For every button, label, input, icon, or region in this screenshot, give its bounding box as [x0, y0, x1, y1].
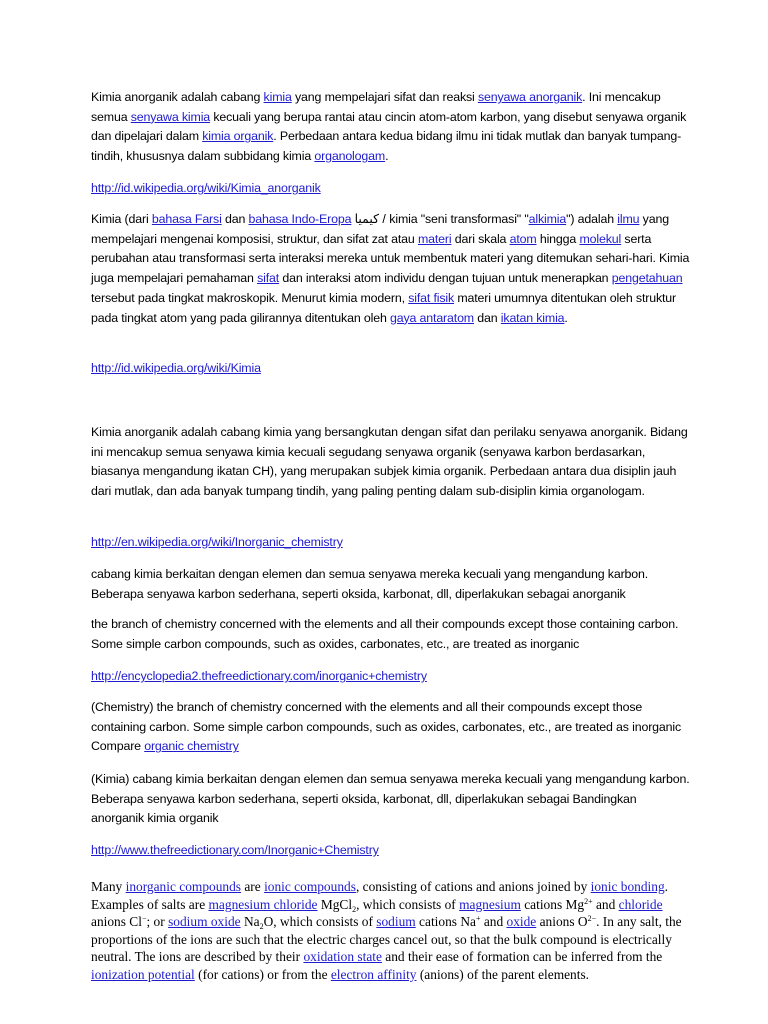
text: and their ease of formation can be inferred from the	[381, 949, 663, 965]
link-chloride[interactable]: chloride	[618, 896, 663, 912]
url-en-wikipedia-inorganic-chemistry[interactable]: http://en.wikipedia.org/wiki/Inorganic_chemistry	[91, 535, 343, 549]
link-bahasa-farsi[interactable]: bahasa Farsi	[151, 212, 222, 226]
paragraph-chemistry-definition	[91, 698, 691, 757]
text: dan	[221, 212, 249, 226]
link-magnesium[interactable]: magnesium	[459, 896, 521, 912]
link-atom[interactable]: atom	[509, 231, 537, 246]
text: ") adalah	[566, 212, 618, 226]
superscript: −	[141, 914, 147, 924]
link-sodium-oxide[interactable]: sodium oxide	[168, 914, 241, 930]
superscript: 2−	[587, 914, 597, 924]
text: .	[564, 310, 568, 325]
link-magnesium-chloride[interactable]: magnesium chloride	[208, 896, 318, 912]
superscript: 2+	[584, 896, 593, 906]
link-bahasa-indo-eropa[interactable]: bahasa Indo-Eropa	[248, 212, 352, 226]
text: cations Mg	[520, 896, 585, 912]
link-organologam[interactable]: organologam	[314, 149, 386, 164]
link-ionic-compounds[interactable]: ionic compounds	[264, 879, 356, 894]
subscript: 2	[259, 922, 264, 932]
link-ikatan-kimia[interactable]: ikatan kimia	[500, 310, 565, 325]
source-url-paragraph	[91, 841, 691, 861]
paragraph-cabang-kimia: cabang kimia berkaitan dengan elemen dan semua senyawa mereka kecuali yang mengandung karbon. Beberapa senyawa karbon sederhana, seperti oksida, karbonat, dll, diperlakukan sebagai anorganik	[91, 567, 649, 601]
text: and	[480, 914, 507, 930]
text: (anions) of the parent elements.	[416, 966, 590, 982]
url-encyclopedia2-thefreedictionary[interactable]: http://encyclopedia2.thefreedictionary.com/inorganic+chemistry	[91, 669, 427, 683]
url-id-wikipedia-kimia[interactable]: http://id.wikipedia.org/wiki/Kimia	[91, 361, 261, 375]
link-pengetahuan[interactable]: pengetahuan	[611, 271, 683, 286]
text: (for cations) or from the	[194, 966, 331, 982]
source-url-paragraph	[91, 533, 691, 553]
text: , which consists of	[356, 896, 460, 912]
link-ilmu[interactable]: ilmu	[617, 212, 640, 226]
text: Many	[91, 879, 126, 894]
paragraph-kimia-definition	[91, 210, 691, 328]
text: کیمیا / kimia "seni transformasi" "	[351, 212, 529, 226]
paragraph-kimia-cabang: (Kimia) cabang kimia berkaitan dengan elemen dan semua senyawa mereka kecuali yang mengandung karbon. Beberapa senyawa karbon sederhana, seperti oksida, karbonat, dll, diperlakukan sebagai Bandingkan anorganik kimia organik	[91, 772, 690, 826]
text: MgCl	[317, 896, 353, 912]
paragraph-kimia-anorganik-id	[91, 88, 691, 167]
link-gaya-antaratom[interactable]: gaya antaratom	[389, 310, 474, 325]
text: dari skala	[451, 231, 510, 246]
paragraph-inorganic-compounds	[91, 878, 691, 984]
link-oxidation-state[interactable]: oxidation state	[303, 949, 382, 965]
link-kimia-organik[interactable]: kimia organik	[202, 129, 274, 144]
text: . In any salt, the proportions of the ions are such that the electric charges cancel out, so that the bulk compound is electrically neutral. The ions are described by their	[91, 914, 682, 965]
text: anions Cl	[91, 914, 142, 930]
text: and	[592, 896, 619, 912]
url-id-wikipedia-kimia-anorganik[interactable]: http://id.wikipedia.org/wiki/Kimia_anorganik	[91, 181, 321, 195]
text: . Examples of salts are	[91, 879, 668, 912]
link-ionization-potential[interactable]: ionization potential	[91, 966, 195, 982]
text: Kimia (dari	[91, 212, 152, 226]
url-thefreedictionary-inorganic-chemistry[interactable]: http://www.thefreedictionary.com/Inorganic+Chemistry	[91, 843, 379, 857]
link-kimia[interactable]: kimia	[263, 90, 292, 104]
link-sodium[interactable]: sodium	[376, 914, 416, 930]
text: . Perbedaan antara kedua bidang ilmu ini tidak mutlak dan banyak tumpang-tindih, khususnya dalam subbidang kimia	[91, 129, 682, 164]
text: serta perubahan atau transformasi serta interaksi mereka untuk membentuk materi yang ditemukan sehari-hari. Kimia juga mempelajari pemahaman	[91, 231, 690, 286]
paragraph-branch-of-chemistry: the branch of chemistry concerned with the elements and all their compounds except those containing carbon. Some simple carbon compounds, such as oxides, carbonates, etc., are treated as inorganic	[91, 617, 679, 651]
text: tersebut pada tingkat makroskopik. Menurut kimia modern,	[91, 290, 409, 305]
source-url-paragraph	[91, 179, 691, 199]
text: , consisting of cations and anions joined by	[355, 879, 591, 894]
link-senyawa-kimia[interactable]: senyawa kimia	[130, 109, 211, 124]
text: yang mempelajari sifat dan reaksi	[291, 90, 478, 104]
text: ; or	[146, 914, 169, 930]
paragraph-kimia-anorganik-translation: Kimia anorganik adalah cabang kimia yang bersangkutan dengan sifat dan perilaku senyawa anorganik. Bidang ini mencakup semua senyawa kimia kecuali segudang senyawa organik (senyawa karbon berdasarkan, biasanya mengandung ikatan CH), yang merupakan subjek kimia organik. Perbedaan antara dua disiplin jauh dari mutlak, dan ada banyak tumpang tindih, yang paling penting dalam sub-disiplin kimia organologam.	[91, 425, 688, 499]
text: cations Na	[415, 914, 476, 930]
link-inorganic-compounds[interactable]: inorganic compounds	[125, 879, 242, 894]
text: Na	[240, 914, 260, 930]
text: O, which consists of	[263, 914, 377, 930]
text: materi umumnya ditentukan oleh struktur pada tingkat atom yang pada gilirannya ditentukan oleh	[91, 290, 677, 325]
link-sifat[interactable]: sifat	[257, 271, 280, 286]
text: . Ini mencakup semua	[91, 90, 661, 124]
text: Kimia anorganik adalah cabang	[91, 90, 264, 104]
link-sifat-fisik[interactable]: sifat fisik	[408, 290, 455, 305]
text: hingga	[536, 231, 580, 246]
superscript: +	[475, 914, 481, 924]
link-oxide[interactable]: oxide	[506, 914, 537, 930]
text: (Chemistry) the branch of chemistry concerned with the elements and all their compounds except those containing carbon. Some simple carbon compounds, such as oxides, carbonates, etc., are treated as inorganic Compare	[91, 700, 682, 754]
source-url-paragraph	[91, 359, 691, 379]
source-url-paragraph	[91, 667, 691, 687]
text: yang mempelajari mengenai komposisi, struktur, dan sifat zat atau	[91, 212, 669, 246]
text: dan interaksi atom individu dengan tujuan untuk menerapkan	[279, 271, 612, 286]
link-alkimia[interactable]: alkimia	[528, 212, 567, 226]
link-electron-affinity[interactable]: electron affinity	[330, 966, 417, 982]
link-organic-chemistry[interactable]: organic chemistry	[144, 739, 239, 754]
text: dan	[473, 310, 501, 325]
link-materi[interactable]: materi	[417, 231, 452, 246]
text: are	[241, 879, 265, 894]
subscript: 2	[352, 904, 357, 914]
text: kecuali yang berupa rantai atau cincin atom-atom karbon, yang disebut senyawa organik dan dipelajari dalam	[91, 109, 687, 144]
link-molekul[interactable]: molekul	[579, 231, 622, 246]
text: .	[385, 149, 389, 164]
link-ionic-bonding[interactable]: ionic bonding	[590, 879, 665, 894]
link-senyawa-anorganik[interactable]: senyawa anorganik	[477, 90, 583, 104]
text: anions O	[536, 914, 588, 930]
